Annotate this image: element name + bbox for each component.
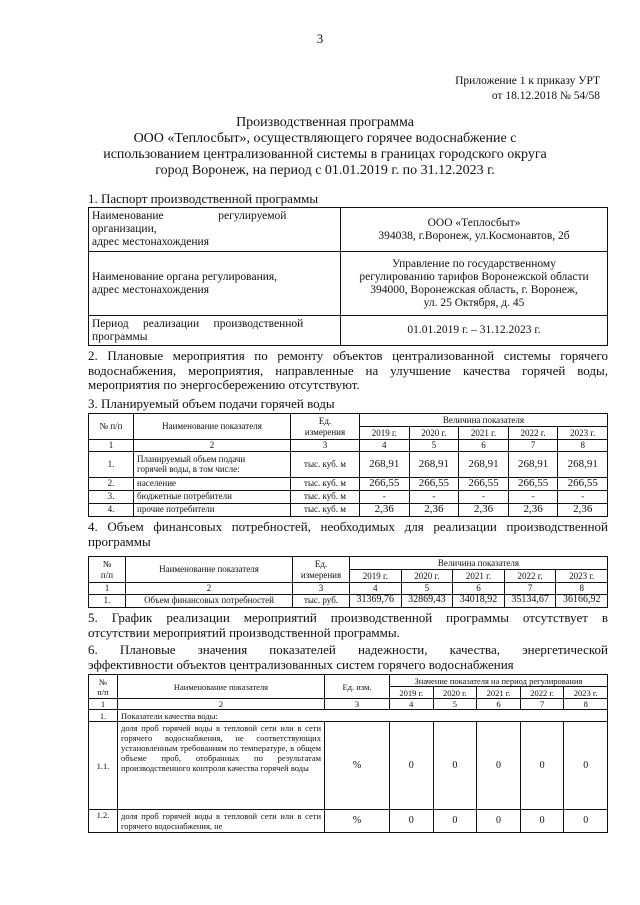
unit-cell: тыс. куб. м (291, 503, 360, 516)
value-cell: 266,55 (409, 477, 459, 490)
index-cell: 4 (350, 583, 402, 595)
section6-heading (88, 643, 608, 672)
cell-text: адрес местонахождения (92, 283, 210, 296)
cell-text: Период реализации производственной (92, 317, 304, 330)
value-cell: 0 (433, 810, 477, 833)
cell-text: Ед. (314, 559, 328, 569)
indicator-name: Объем финансовых потребностей (126, 594, 293, 607)
table-cell (89, 252, 341, 316)
value-cell: 35134,67 (504, 594, 556, 607)
value-cell: 0 (564, 722, 608, 810)
value-cell: 32869,43 (401, 594, 453, 607)
value-cell: 2,36 (459, 503, 509, 516)
cell-text: Наименование регулируемой (92, 210, 287, 222)
header-cell: Величина показателя (360, 414, 608, 427)
index-cell: 2 (134, 440, 291, 452)
title-line: ООО «Теплосбыт», осуществляющего горячее водоснабжение с (133, 131, 517, 146)
year-header: 2023 г. (556, 570, 608, 583)
index-row (89, 699, 608, 710)
year-header: 2020 г. (401, 570, 453, 583)
appendix-line: Приложение 1 к приказу УРТ (455, 75, 600, 87)
table-row (89, 710, 608, 722)
index-cell: 6 (459, 440, 509, 452)
year-header: 2019 г. (360, 427, 410, 440)
text-line: водоснабжения, мероприятия, направленные на улучшение качества горячей воды, (88, 362, 608, 378)
text-line: 2. Плановые мероприятия по ремонту объектов централизованной системы горячего (88, 348, 608, 363)
index-cell: 6 (477, 699, 521, 710)
cell-text: организации, (92, 223, 157, 235)
cell-text: п/п (97, 686, 109, 697)
cell-text: Ед. (318, 416, 332, 426)
indicator-name: доля проб горячей воды в тепловой сети или в сети горячего водоснабжения, не (118, 810, 325, 833)
group-name: Показатели качества воды: (118, 710, 608, 722)
section3-heading: 3. Планируемый объем подачи горячей воды (88, 396, 335, 411)
index-cell: 2 (126, 583, 293, 595)
header-cell: Значение показателя на период регулирования (390, 675, 608, 687)
page-number: 3 (316, 31, 324, 46)
value-cell: 0 (520, 810, 564, 833)
appendix-order-date: от 18.12.2018 № 54/58 (491, 90, 600, 102)
document-title (60, 115, 590, 179)
row-number: 1. (89, 710, 118, 722)
year-header: 2023 г. (564, 687, 608, 699)
title-line: использованием централизованной системы в границах городского округа (103, 147, 547, 162)
text-line: 6. Плановые значения показателей надежности, качества, энергетической (88, 642, 608, 657)
unit-cell: тыс. руб. (293, 594, 350, 607)
cell-text: измерения (300, 569, 342, 580)
value-cell: 266,55 (459, 477, 509, 490)
value-cell: 0 (390, 722, 434, 810)
row-number: 4. (89, 503, 134, 516)
header-cell (89, 557, 126, 583)
cell-text: регулированию тарифов Воронежской области (359, 270, 589, 283)
year-header: 2021 г. (453, 570, 505, 583)
index-cell: 3 (325, 699, 390, 710)
table-row (89, 451, 608, 477)
unit-cell: % (325, 810, 390, 833)
value-cell: 34018,92 (453, 594, 505, 607)
value-cell: - (459, 490, 509, 503)
indicator-name: доля проб горячей воды в тепловой сети или в сети горячего водоснабжения, не соответствующих установленным требованиям по температуре, в общем объеме проб, отобранных по результатам производственного контроля качества горячей воды (118, 722, 325, 810)
value-cell: 0 (390, 810, 434, 833)
year-header: 2022 г. (508, 427, 558, 440)
text-line: 5. График реализации мероприятий производственной программы отсутствует в (88, 610, 608, 625)
table-header-row (89, 675, 608, 687)
value-cell: 36166,92 (556, 594, 608, 607)
index-cell: 3 (291, 440, 360, 452)
index-cell: 7 (520, 699, 564, 710)
unit-cell: % (325, 722, 390, 810)
cell-text: Наименование органа регулирования, (92, 270, 278, 283)
value-cell: 2,36 (360, 503, 410, 516)
cell-text: ООО «Теплосбыт» (427, 216, 521, 229)
unit-cell: тыс. куб. м (291, 477, 360, 490)
year-header: 2020 г. (433, 687, 477, 699)
index-cell: 2 (118, 699, 325, 710)
value-cell: 2,36 (409, 503, 459, 516)
indicator-name: бюджетные потребители (134, 490, 291, 503)
index-row (89, 440, 608, 452)
table-cell (341, 208, 608, 252)
index-cell: 1 (89, 583, 126, 595)
index-cell: 6 (453, 583, 505, 595)
cell-text: адрес местонахождения (92, 236, 210, 248)
title-line: Производственная программа (236, 115, 414, 130)
cell-text: измерения (304, 426, 346, 437)
table-row (89, 722, 608, 810)
table-row (89, 503, 608, 516)
value-cell: 266,55 (558, 477, 608, 490)
row-number: 2. (89, 477, 134, 490)
value-cell: 268,91 (360, 451, 410, 477)
value-cell: 268,91 (558, 451, 608, 477)
table-row (89, 208, 608, 252)
value-cell: - (508, 490, 558, 503)
index-cell: 1 (89, 440, 134, 452)
value-cell: 2,36 (508, 503, 558, 516)
table-row (89, 477, 608, 490)
index-cell: 5 (409, 440, 459, 452)
reliability-indicators-table (88, 674, 608, 833)
year-header: 2019 г. (390, 687, 434, 699)
unit-cell: тыс. куб. м (291, 451, 360, 477)
table-row (89, 594, 608, 607)
value-cell: 2,36 (558, 503, 608, 516)
cell-text: п/п (100, 569, 114, 580)
cell-text: 394000, Воронежская область, г. Воронеж, (370, 283, 578, 296)
title-line: город Воронеж, на период с 01.01.2019 г. по 31.12.2023 г. (155, 163, 495, 178)
index-row (89, 583, 608, 595)
header-cell: Величина показателя (350, 557, 608, 570)
header-cell (89, 675, 118, 699)
row-number: 3. (89, 490, 134, 503)
cell-text: ул. 25 Октября, д. 45 (423, 296, 525, 309)
year-header: 2022 г. (504, 570, 556, 583)
value-cell: 268,91 (508, 451, 558, 477)
header-cell: Наименование показателя (118, 675, 325, 699)
cell-text: горячей воды, в том числе: (137, 464, 240, 474)
header-cell: Наименование показателя (134, 414, 291, 440)
header-cell (291, 414, 360, 440)
table-row (89, 252, 608, 316)
financial-needs-table (88, 556, 608, 608)
hot-water-volume-table (88, 413, 608, 517)
indicator-name: население (134, 477, 291, 490)
value-cell: 0 (477, 722, 521, 810)
header-cell: Ед. изм. (325, 675, 390, 699)
text-line: эффективности объектов централизованных систем горячего водоснабжения (88, 656, 514, 672)
index-cell: 4 (360, 440, 410, 452)
row-number: 1. (89, 594, 126, 607)
index-cell: 8 (556, 583, 608, 595)
index-cell: 4 (390, 699, 434, 710)
cell-text: 394038, г.Воронеж, ул.Космонавтов, 2б (378, 229, 570, 242)
indicator-name: прочие потребители (134, 503, 291, 516)
unit-cell: тыс. куб. м (291, 490, 360, 503)
table-row (89, 316, 608, 346)
value-cell: 268,91 (459, 451, 509, 477)
index-cell: 8 (564, 699, 608, 710)
index-cell: 5 (433, 699, 477, 710)
index-cell: 3 (293, 583, 350, 595)
value-cell: 268,91 (409, 451, 459, 477)
cell-text: № (98, 676, 108, 687)
indicator-name (134, 451, 291, 477)
table-header-row (89, 557, 608, 570)
text-line: 4. Объем финансовых потребностей, необходимых для реализации производственной (88, 519, 608, 534)
section1-heading: 1. Паспорт производственной программы (88, 191, 319, 206)
year-header: 2020 г. (409, 427, 459, 440)
table-cell: 01.01.2019 г. – 31.12.2023 г. (341, 316, 608, 346)
year-header: 2021 г. (459, 427, 509, 440)
section5-text (88, 611, 608, 640)
year-header: 2023 г. (558, 427, 608, 440)
text-line: мероприятия по энергосбережению отсутствуют. (88, 377, 360, 392)
table-cell (89, 208, 341, 252)
value-cell: 266,55 (360, 477, 410, 490)
cell-text: Планируемый объем подачи (137, 453, 246, 464)
table-row (89, 810, 608, 833)
value-cell: - (409, 490, 459, 503)
value-cell: - (360, 490, 410, 503)
section4-heading (88, 520, 608, 549)
appendix-reference (455, 74, 600, 104)
cell-text: Управление по государственному (392, 257, 556, 270)
text-line: отсутствии мероприятий производственной программы. (88, 624, 400, 640)
value-cell: 0 (477, 810, 521, 833)
row-number: 1. (89, 451, 134, 477)
header-cell (293, 557, 350, 583)
index-cell: 7 (508, 440, 558, 452)
cell-text: № (102, 559, 112, 569)
header-cell: Наименование показателя (126, 557, 293, 583)
year-header: 2022 г. (520, 687, 564, 699)
header-cell: № п/п (89, 414, 134, 440)
value-cell: 0 (520, 722, 564, 810)
index-cell: 8 (558, 440, 608, 452)
row-number: 1.1. (89, 722, 118, 810)
text-line: программы (88, 533, 151, 549)
index-cell: 7 (504, 583, 556, 595)
year-header: 2019 г. (350, 570, 402, 583)
table-header-row (89, 414, 608, 427)
table-cell (89, 316, 341, 346)
value-cell: 0 (433, 722, 477, 810)
value-cell: 0 (564, 810, 608, 833)
value-cell: 266,55 (508, 477, 558, 490)
table-cell (341, 252, 608, 316)
section2-text (88, 349, 608, 393)
table-row (89, 490, 608, 503)
passport-table (88, 207, 608, 346)
index-cell: 1 (89, 699, 118, 710)
value-cell: 31369,76 (350, 594, 402, 607)
year-header: 2021 г. (477, 687, 521, 699)
value-cell: - (558, 490, 608, 503)
index-cell: 5 (401, 583, 453, 595)
cell-text: программы (92, 330, 148, 343)
row-number: 1.2. (89, 810, 118, 833)
